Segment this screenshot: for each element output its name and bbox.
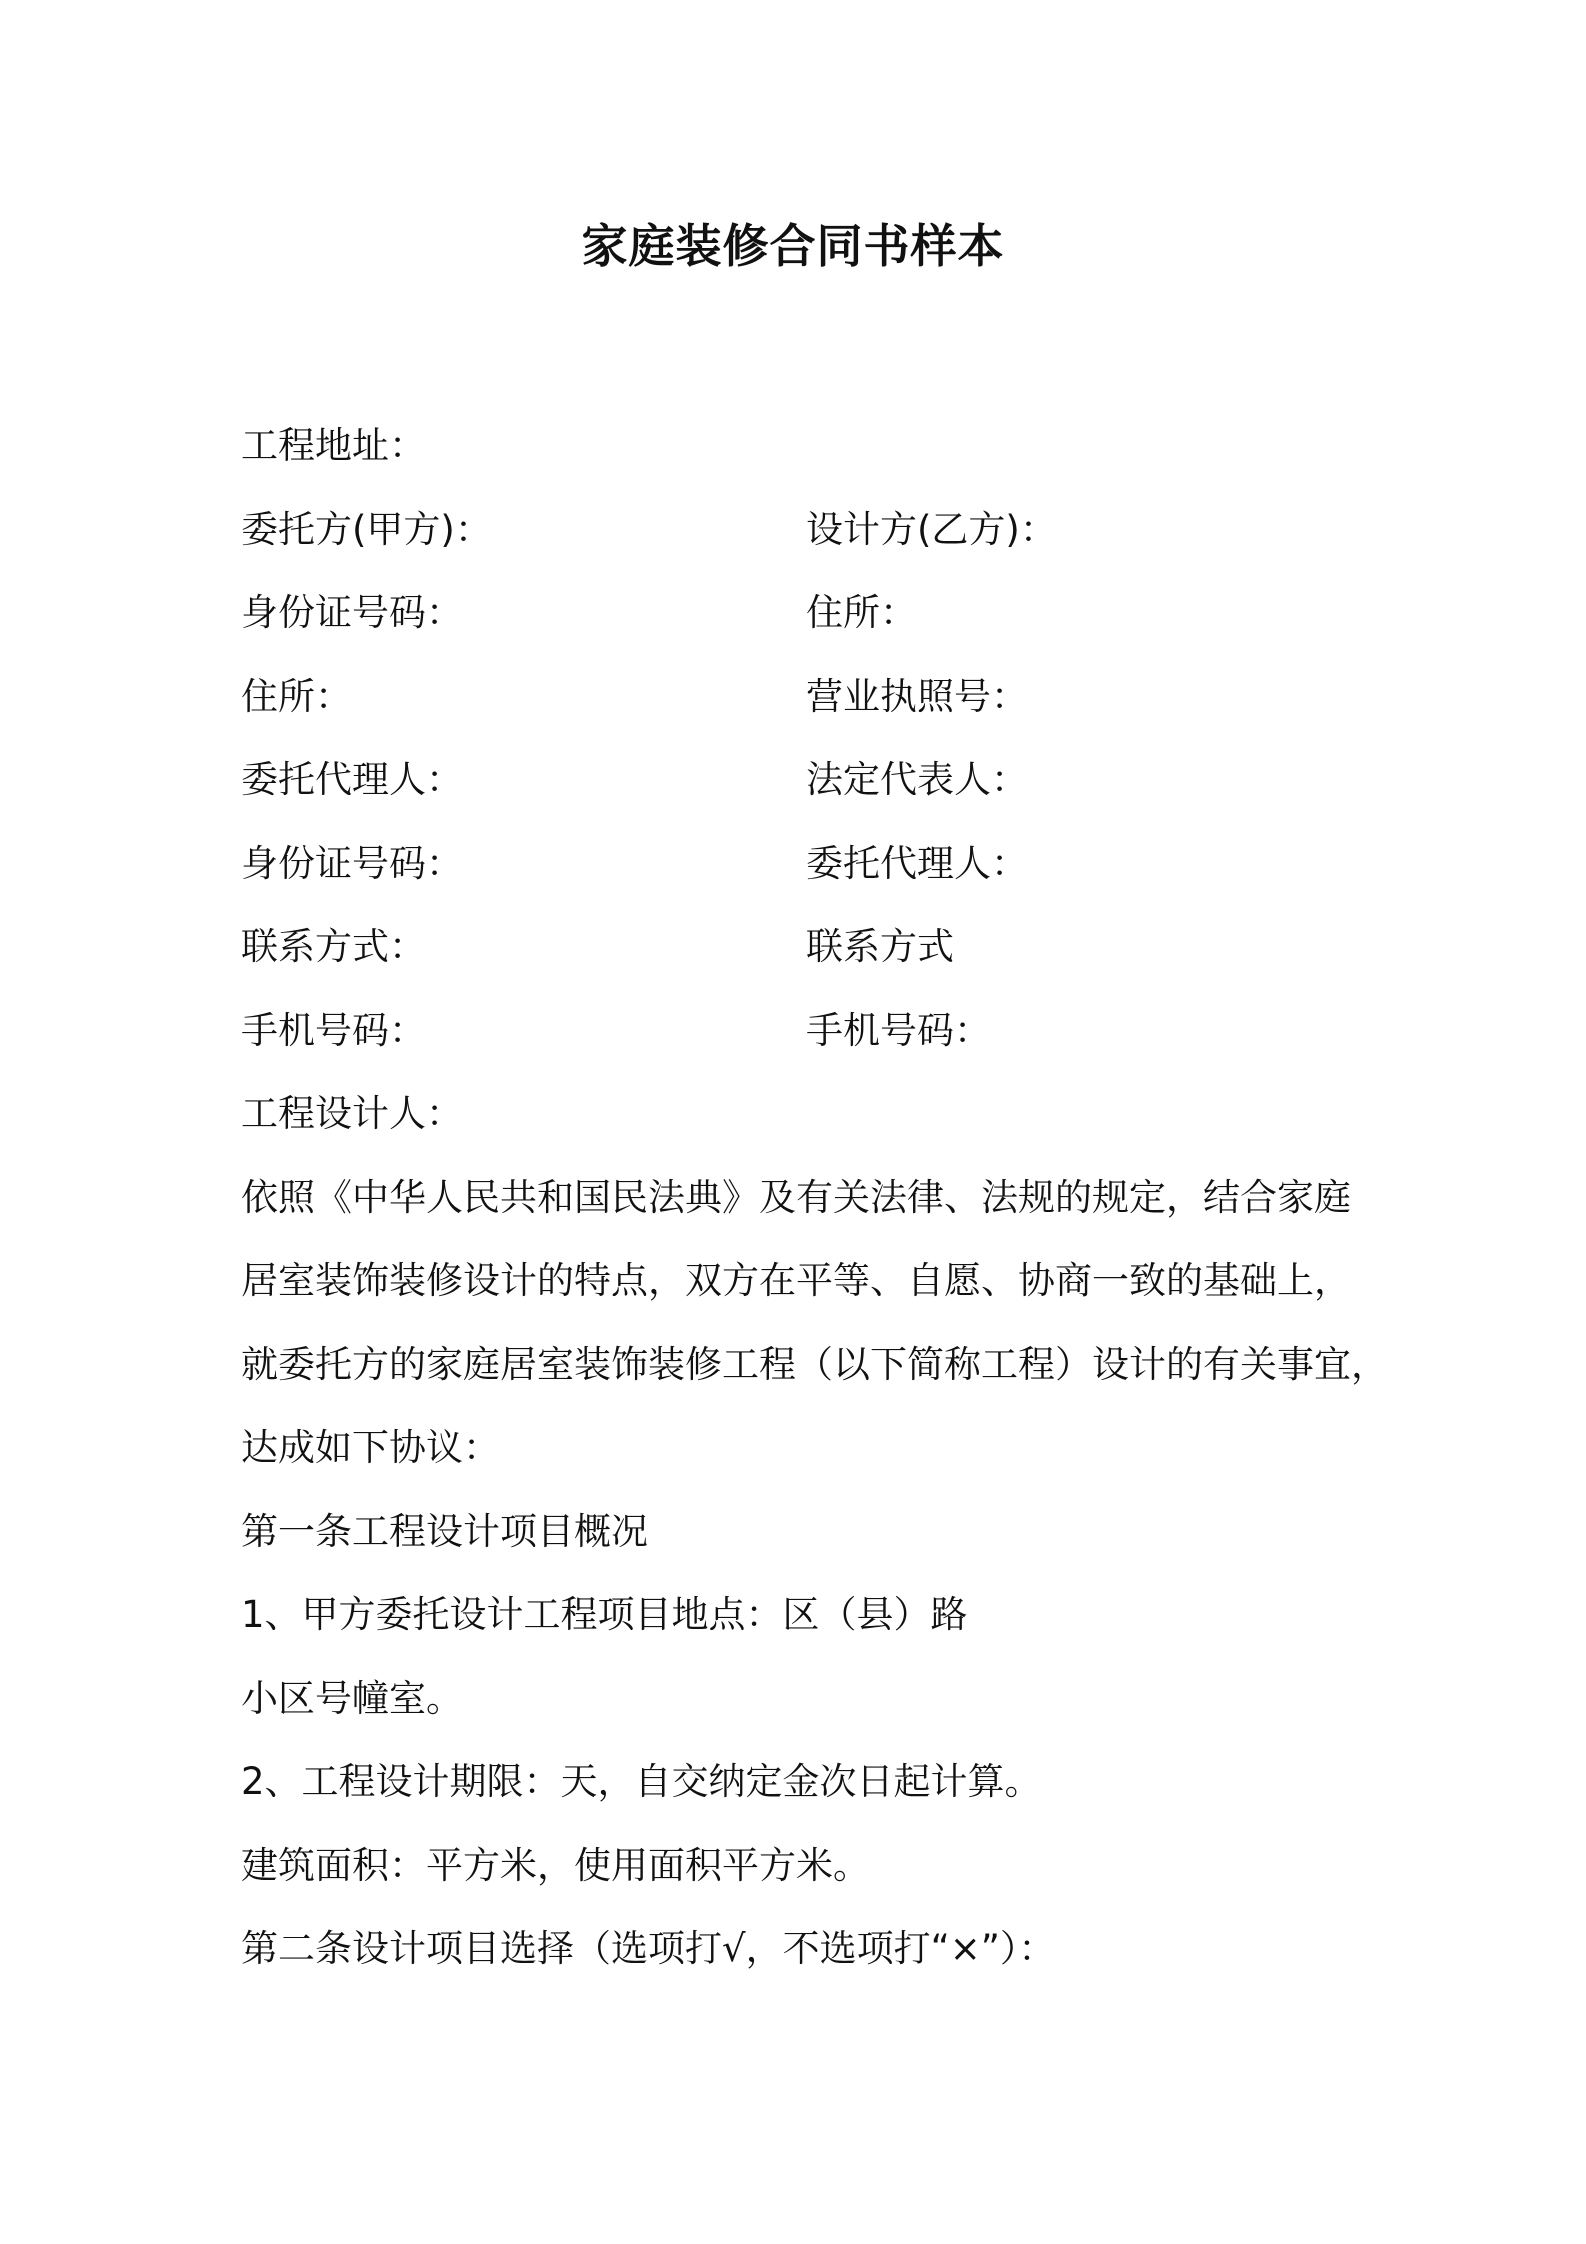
clause-line: 2、工程设计期限：天，自交纳定金次日起计算。 bbox=[241, 1760, 1042, 1803]
field-label-contact-b: 联系方式 bbox=[806, 925, 954, 968]
body-paragraph-line: 居室装饰装修设计的特点，双方在平等、自愿、协商一致的基础上， bbox=[241, 1259, 1351, 1302]
field-label-party-b: 设计方(乙方)： bbox=[806, 507, 1057, 551]
field-row-designer bbox=[241, 1072, 1371, 1156]
body-paragraph-line: 就委托方的家庭居室装饰装修工程（以下简称工程）设计的有关事宜， bbox=[241, 1342, 1388, 1386]
field-label-contact-a: 联系方式： bbox=[241, 925, 426, 968]
document-content bbox=[241, 404, 1388, 1991]
article-heading: 第二条设计项目选择（选项打√，不选项打“×”）： bbox=[241, 1927, 1056, 1970]
field-row-id-residence bbox=[241, 571, 1371, 655]
document-title: 家庭装修合同书样本 bbox=[581, 219, 1005, 273]
body-paragraph-line: 达成如下协议： bbox=[241, 1426, 500, 1469]
body-paragraph-line: 依照《中华人民共和国民法典》及有关法律、法规的规定，结合家庭 bbox=[241, 1175, 1351, 1219]
field-row-parties bbox=[241, 488, 1371, 572]
clause-line: 建筑面积：平方米，使用面积平方米。 bbox=[241, 1843, 870, 1887]
field-label-agent-b: 委托代理人： bbox=[806, 841, 1028, 885]
field-row-contact bbox=[241, 905, 1371, 989]
field-label-party-a: 委托方(甲方)： bbox=[241, 507, 492, 551]
field-label-business-license: 营业执照号： bbox=[806, 674, 1028, 718]
field-label-mobile-a: 手机号码： bbox=[241, 1008, 426, 1052]
field-row-project-address bbox=[241, 404, 1371, 488]
field-row-id-agent bbox=[241, 822, 1371, 906]
field-label-legal-representative: 法定代表人： bbox=[806, 758, 1028, 801]
field-row-residence-license bbox=[241, 655, 1371, 739]
field-label-project-address: 工程地址： bbox=[241, 424, 426, 467]
field-label-mobile-b: 手机号码： bbox=[806, 1008, 991, 1052]
article-heading: 第一条工程设计项目概况 bbox=[241, 1509, 648, 1553]
field-label-designer: 工程设计人： bbox=[241, 1092, 463, 1135]
clause-line: 小区号幢室。 bbox=[241, 1676, 463, 1720]
field-label-agent-id-number: 身份证号码： bbox=[241, 841, 463, 885]
field-label-id-number: 身份证号码： bbox=[241, 591, 463, 634]
field-row-agent-representative bbox=[241, 738, 1371, 822]
field-label-agent-a: 委托代理人： bbox=[241, 758, 463, 801]
field-label-residence-a: 住所： bbox=[241, 674, 352, 718]
clause-line: 1、甲方委托设计工程项目地点：区（县）路 bbox=[241, 1593, 968, 1636]
field-label-residence-b: 住所： bbox=[806, 591, 917, 634]
field-row-mobile bbox=[241, 989, 1371, 1073]
